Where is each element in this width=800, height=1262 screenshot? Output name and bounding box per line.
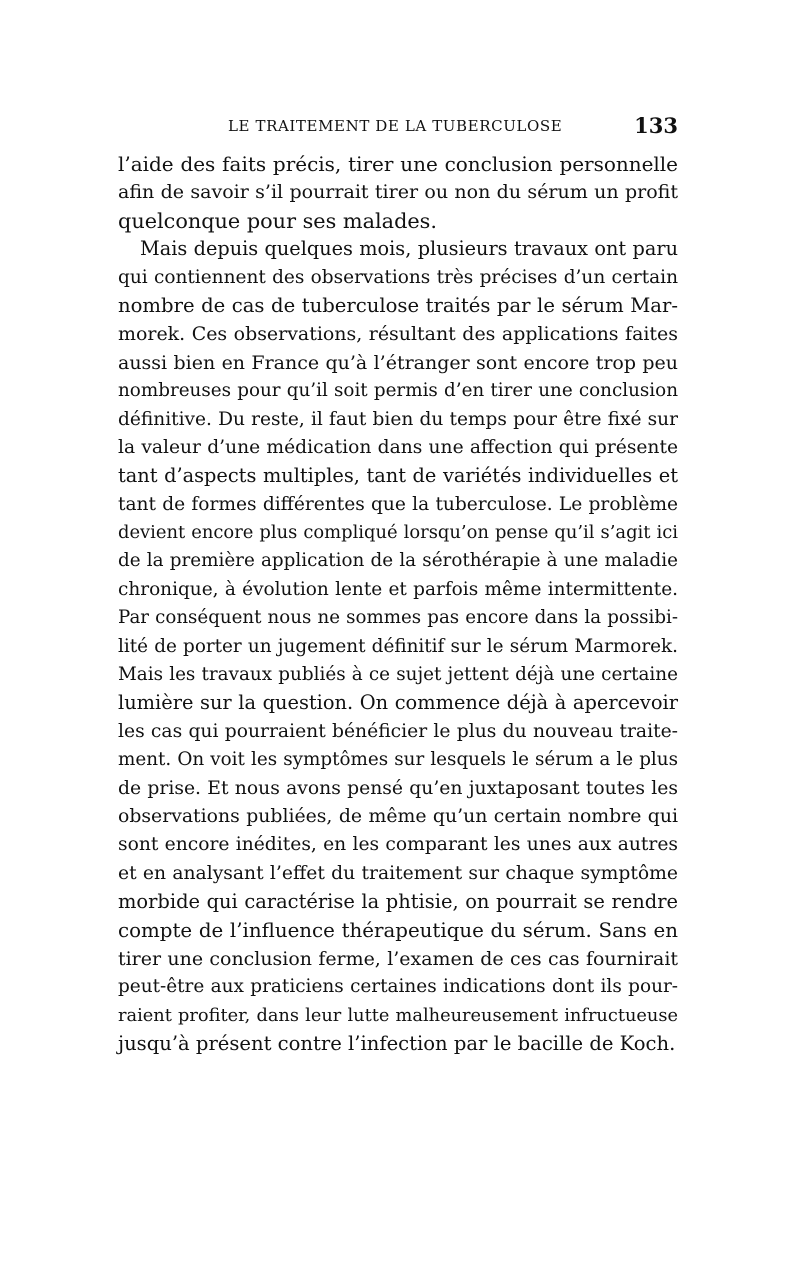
text-line: observations publiées, de même qu’un certain nombre qui — [118, 805, 678, 827]
text-line: définitive. Du reste, il faut bien du temps pour être fixé sur — [118, 408, 678, 430]
text-line: qui contiennent des observations très précises d’un certain — [118, 266, 678, 288]
text-line: de prise. Et nous avons pensé qu’en juxtaposant toutes les — [118, 777, 678, 799]
text-line: nombreuses pour qu’il soit permis d’en tirer une conclusion — [118, 380, 678, 402]
text-line: ment. On voit les symptômes sur lesquels le sérum a le plus — [118, 749, 678, 771]
text-line: tant d’aspects multiples, tant de variétés individuelles et — [118, 464, 678, 488]
text-line: aussi bien en France qu’à l’étranger sont encore trop peu — [118, 351, 678, 374]
text-line: chronique, à évolution lente et parfois même intermittente. — [118, 578, 678, 600]
running-title: LE TRAITEMENT DE LA TUBERCULOSE — [228, 117, 563, 135]
text-line: de la première application de la sérothérapie à une maladie — [118, 550, 678, 572]
text-line: tant de formes différentes que la tuberculose. Le problème — [118, 493, 678, 515]
text-line: et en analysant l’effet du traitement sur chaque symptôme — [118, 862, 678, 884]
text-line: afin de savoir s’il pourrait tirer ou non du sérum un profit — [118, 181, 678, 204]
page-number: 133 — [634, 113, 678, 138]
text-line: morbide qui caractérise la phtisie, on pourrait se rendre — [118, 890, 678, 914]
text-line: quelconque pour ses malades. — [118, 208, 437, 233]
text-line: compte de l’influence thérapeutique du sérum. Sans en — [118, 918, 678, 942]
text-line: l’aide des faits précis, tirer une conclusion personnelle — [118, 152, 678, 176]
text-line: sont encore inédites, en les comparant les unes aux autres — [118, 834, 678, 856]
text-line: raient profiter, dans leur lutte malheureusement infructueuse — [118, 1005, 678, 1026]
text-line: morek. Ces observations, résultant des applications faites — [118, 323, 678, 346]
text-line: devient encore plus compliqué lorsqu’on pense qu’il s’agit ici — [118, 522, 678, 544]
text-line: Par conséquent nous ne sommes pas encore dans la possibi- — [118, 607, 678, 629]
paragraph-first-line: Mais depuis quelques mois, plusieurs travaux ont paru — [140, 237, 678, 261]
text-line: jusqu’à présent contre l’infection par le bacille de Koch. — [118, 1032, 676, 1056]
text-line: Mais les travaux publiés à ce sujet jettent déjà une certaine — [118, 664, 678, 686]
running-head — [118, 113, 678, 145]
text-line: tirer une conclusion ferme, l’examen de ces cas fournirait — [118, 947, 678, 970]
text-line: la valeur d’une médication dans une affection qui présente — [118, 436, 678, 458]
text-line: lumière sur la question. On commence déjà à apercevoir — [118, 691, 678, 715]
text-line: nombre de cas de tuberculose traités par le sérum Mar- — [118, 293, 678, 317]
text-line: les cas qui pourraient bénéficier le plus du nouveau traite- — [118, 720, 678, 742]
text-line: peut-être aux praticiens certaines indications dont ils pour- — [118, 976, 678, 998]
text-line: lité de porter un jugement définitif sur le sérum Marmorek. — [118, 635, 678, 657]
body-text — [118, 150, 678, 1059]
